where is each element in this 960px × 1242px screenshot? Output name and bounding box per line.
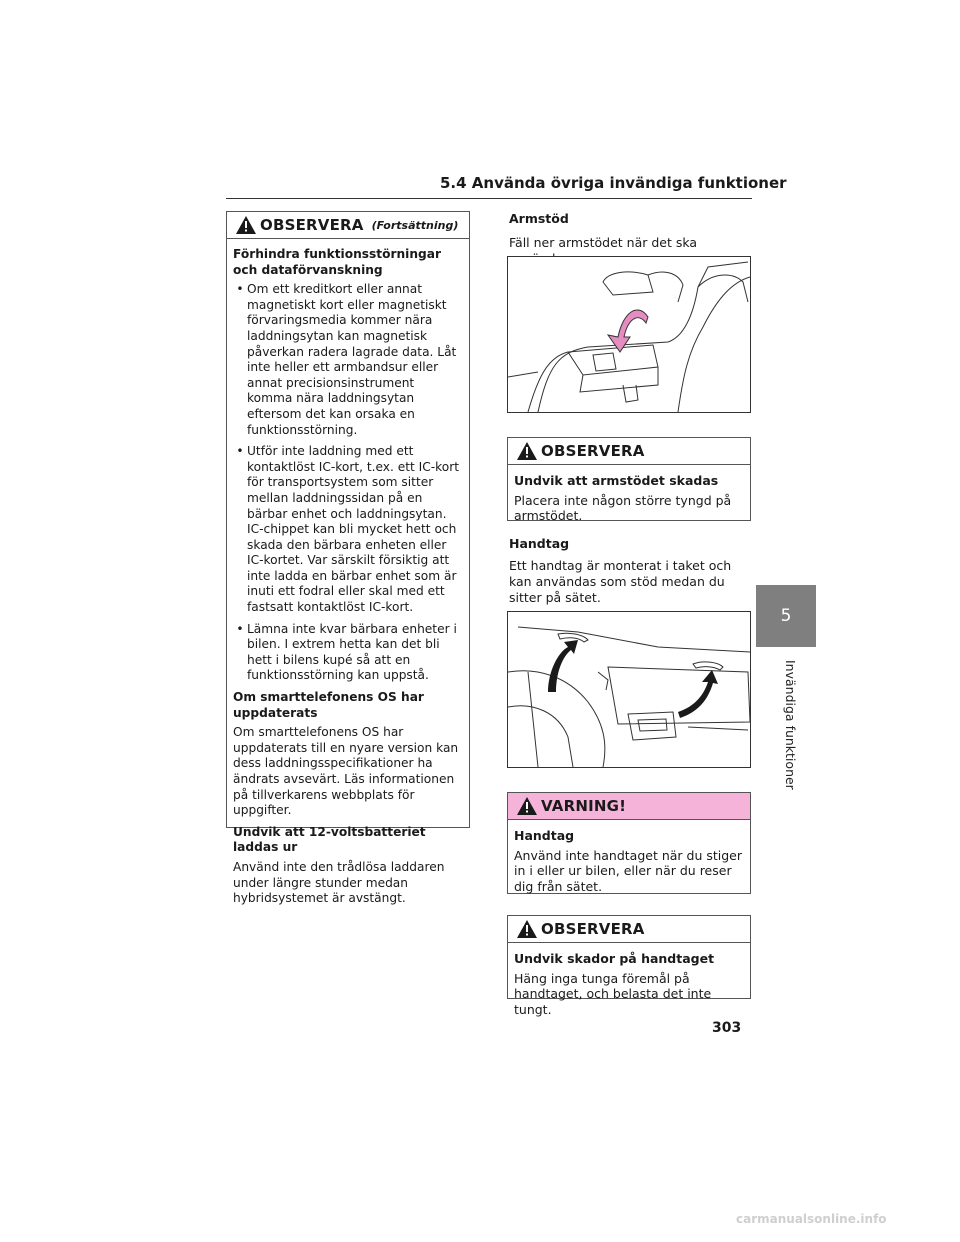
section-title: Undvik att 12-voltsbatteriet laddas ur [233, 824, 426, 855]
notice-box-handle [507, 915, 751, 1017]
section-text: Använd inte den trådlösa laddaren under längre stunder medan hybridsystemet är avstängt. [233, 859, 445, 906]
caution-icon [235, 215, 257, 235]
handle-text: Ett handtag är monterat i taket och kan användas som stöd medan du sitter på sätet. [509, 558, 732, 605]
notice-header [508, 916, 750, 943]
section-title: Om smarttelefonens OS har uppdaterats [233, 690, 424, 720]
bullet-item: • Lämna inte kvar bärbara enheter i bilen. I extrem hetta kan det bli hett i bilens kupé så att en funktionsstörning kan uppstå. [236, 621, 457, 683]
notice-box-armrest [507, 437, 751, 524]
roof-grip-handle-drawing [508, 612, 750, 767]
notice-title: Undvik att armstödet skadas [514, 473, 719, 488]
warning-icon [516, 796, 538, 816]
warning-header [508, 793, 750, 820]
warning-heading: VARNING! [541, 797, 627, 815]
notice-text: Häng inga tunga föremål på handtaget, och belasta det inte tungt. [514, 970, 712, 1017]
handle-title: Handtag [509, 536, 570, 551]
warning-text: Använd inte handtaget när du stiger in i eller ur bilen, eller när du reser dig från sätet. [514, 847, 742, 894]
watermark: carmanualsonline.info [736, 1212, 887, 1226]
chapter-number: 5 [780, 606, 792, 626]
caution-icon [516, 919, 538, 939]
chapter-label: Invändiga funktioner [783, 660, 798, 790]
caution-box-continued [226, 211, 470, 906]
header-rule [226, 198, 752, 199]
section-title: Förhindra funktionsstörningar och dataförvanskning [233, 247, 441, 277]
section-header: 5.4 Använda övriga invändiga funktioner [440, 174, 787, 192]
chapter-tab [756, 585, 816, 647]
page-number: 303 [712, 1020, 742, 1036]
warning-box-handle [507, 792, 751, 894]
armrest-illustration [507, 256, 751, 413]
handle-illustration [507, 611, 751, 768]
arrow-up-icon [548, 640, 578, 692]
notice-text: Placera inte någon större tyngd på armstödet. [514, 492, 732, 524]
notice-heading: OBSERVERA [541, 442, 645, 460]
bullet-item: • Om ett kreditkort eller annat magnetiskt kort eller magnetiskt förvaringsmedia kommer nära laddningsytan kan magnetisk påverkan radera lagrade data. Låt inte heller ett armbandsur eller annat precisionsinstrument komma nära laddningsytan eftersom det kan orsaka en funktionsstörning. [236, 282, 457, 437]
section-text: Om smarttelefonens OS har uppdaterats till en nyare version kan dess laddningsspecifikationer ha ändrats avsevärt. Läs informationen på tillverkarens webbplats för uppgifter. [233, 725, 459, 818]
caution-icon [516, 441, 538, 461]
notice-title: Undvik skador på handtaget [514, 951, 715, 966]
armrest-text: Fäll ner armstödet när det ska [509, 235, 698, 250]
caution-box-header [227, 212, 469, 239]
warning-title: Handtag [514, 828, 575, 843]
notice-header [508, 438, 750, 465]
caution-heading: OBSERVERA [260, 216, 364, 234]
bullet-item: • Utför inte laddning med ett kontaktlöst IC-kort, t.ex. ett IC-kort för transportsystem som sitter mellan laddningssidan på en bärbar enhet och laddningsytan. IC-chippet kan bli mycket hett och skada den bärbara enheten eller IC-kortet. Var särskilt försiktig att inte ladda en bärbar enhet som är inuti ett fodral eller skal med ett fastsatt kontaktlöst IC-kort. [236, 444, 460, 615]
continued-label: (Fortsättning) [371, 218, 459, 232]
arrow-up-icon [678, 670, 718, 718]
notice-heading: OBSERVERA [541, 920, 645, 938]
armrest-title: Armstöd [509, 211, 569, 226]
rear-seat-armrest-drawing [508, 257, 750, 412]
